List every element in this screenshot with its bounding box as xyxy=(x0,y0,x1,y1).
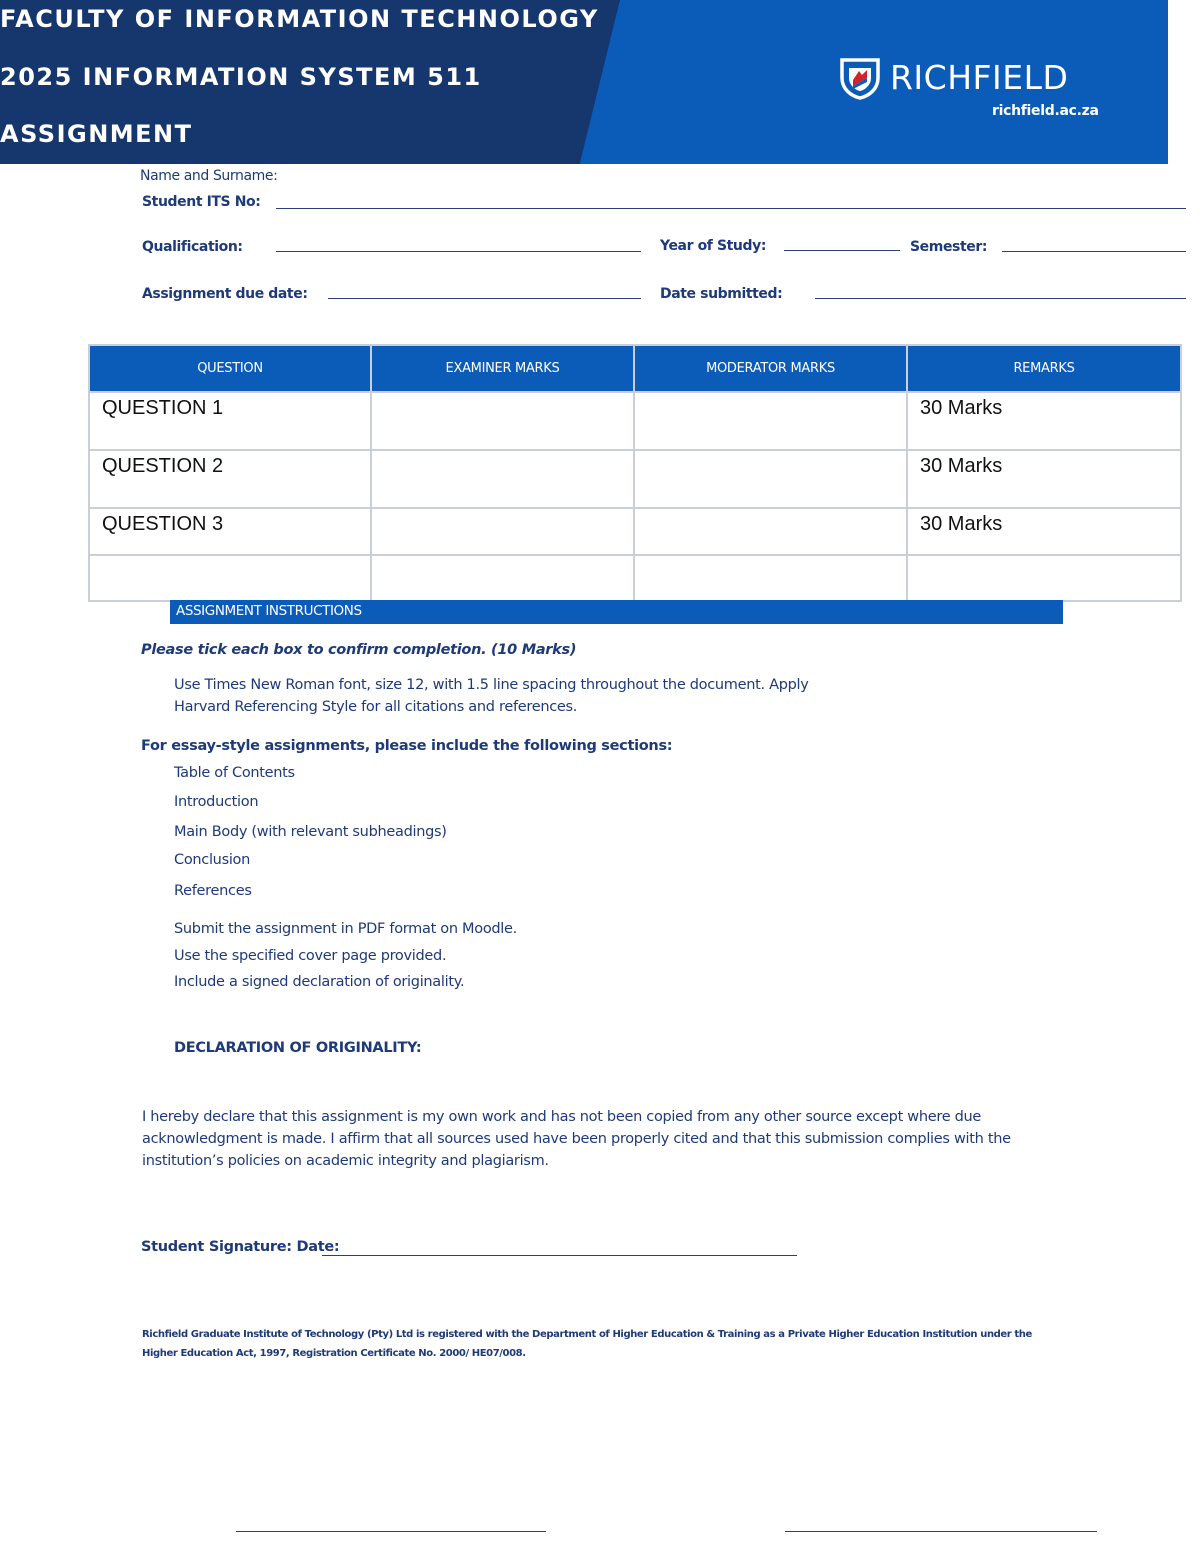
tick-note: Please tick each box to confirm completion. (10 Marks) xyxy=(141,642,577,658)
year-of-study-field[interactable] xyxy=(784,250,900,251)
logo-text: RICHFIELD xyxy=(890,58,1069,97)
moderator-marks-cell[interactable] xyxy=(634,508,907,555)
list-item: Use the specified cover page provided. xyxy=(174,948,447,964)
semester-label: Semester: xyxy=(910,239,988,255)
remarks-cell: 30 Marks xyxy=(907,508,1181,555)
header-banner xyxy=(0,0,1168,164)
logo-url: richfield.ac.za xyxy=(992,103,1099,119)
shield-icon xyxy=(838,56,882,100)
examiner-marks-cell[interactable] xyxy=(371,555,634,601)
table-row xyxy=(89,450,1181,508)
bottom-signature-line-left xyxy=(236,1531,546,1532)
remarks-cell: 30 Marks xyxy=(907,392,1181,450)
remarks-cell: 30 Marks xyxy=(907,450,1181,508)
declaration-text: I hereby declare that this assignment is my own work and has not been copied from any other source except where due acknowledgment is made. I affirm that all sources used have been properly cited and that this submission complies with the institution’s policies on academic integrity and plagiarism. xyxy=(142,1109,1011,1169)
list-item: References xyxy=(174,883,252,899)
marks-table xyxy=(88,344,1182,602)
format-instruction-line1: Use Times New Roman font, size 12, with 1.5 line spacing throughout the document. Apply xyxy=(174,677,809,693)
table-row xyxy=(89,555,1181,601)
moderator-marks-cell[interactable] xyxy=(634,392,907,450)
declaration-heading: DECLARATION OF ORIGINALITY: xyxy=(174,1040,422,1056)
column-header-remarks: REMARKS xyxy=(907,345,1181,392)
semester-field[interactable] xyxy=(1002,251,1186,252)
list-item: Table of Contents xyxy=(174,765,295,781)
course-title: 2025 INFORMATION SYSTEM 511 xyxy=(0,63,482,91)
document-type-title: ASSIGNMENT xyxy=(0,120,193,148)
instructions-heading: ASSIGNMENT INSTRUCTIONS xyxy=(176,603,362,619)
instructions-heading-bar xyxy=(170,600,1063,624)
registration-footer: Richfield Graduate Institute of Technology (Pty) Ltd is registered with the Department of Higher Education & Training as a Private Higher Education Institution under the Higher Education Act, 1997, Registration Certificate No. 2000/ HE07/008. xyxy=(142,1329,1032,1359)
due-date-field[interactable] xyxy=(328,298,641,299)
format-instruction-line2: Harvard Referencing Style for all citations and references. xyxy=(174,699,578,715)
question-cell: QUESTION 1 xyxy=(89,392,371,450)
examiner-marks-cell[interactable] xyxy=(371,450,634,508)
qualification-label: Qualification: xyxy=(142,239,243,255)
moderator-marks-cell[interactable] xyxy=(634,555,907,601)
bottom-signature-line-right xyxy=(785,1531,1097,1532)
examiner-marks-cell[interactable] xyxy=(371,508,634,555)
richfield-logo xyxy=(838,56,1068,100)
moderator-marks-cell[interactable] xyxy=(634,450,907,508)
list-item: Conclusion xyxy=(174,852,251,868)
student-its-label: Student ITS No: xyxy=(142,194,261,210)
signature-date-field[interactable] xyxy=(322,1255,797,1256)
name-surname-label: Name and Surname: xyxy=(140,168,278,184)
remarks-cell[interactable] xyxy=(907,555,1181,601)
due-date-label: Assignment due date: xyxy=(142,286,308,302)
qualification-field[interactable] xyxy=(276,251,641,252)
column-header-question: QUESTION xyxy=(89,345,371,392)
list-item: Introduction xyxy=(174,794,259,810)
faculty-title: FACULTY OF INFORMATION TECHNOLOGY xyxy=(0,5,599,33)
examiner-marks-cell[interactable] xyxy=(371,392,634,450)
date-submitted-label: Date submitted: xyxy=(660,286,783,302)
year-of-study-label: Year of Study: xyxy=(660,238,767,254)
list-item: Include a signed declaration of originality. xyxy=(174,974,465,990)
essay-sections-heading: For essay-style assignments, please include the following sections: xyxy=(141,738,673,754)
table-row xyxy=(89,392,1181,450)
question-cell[interactable] xyxy=(89,555,371,601)
question-cell: QUESTION 3 xyxy=(89,508,371,555)
table-header-row xyxy=(89,345,1181,392)
signature-label: Student Signature: Date: xyxy=(141,1239,340,1255)
student-its-field[interactable] xyxy=(276,208,1186,209)
date-submitted-field[interactable] xyxy=(815,298,1186,299)
column-header-examiner: EXAMINER MARKS xyxy=(371,345,634,392)
table-row xyxy=(89,508,1181,555)
question-cell: QUESTION 2 xyxy=(89,450,371,508)
list-item: Submit the assignment in PDF format on Moodle. xyxy=(174,921,517,937)
list-item: Main Body (with relevant subheadings) xyxy=(174,824,447,840)
column-header-moderator: MODERATOR MARKS xyxy=(634,345,907,392)
